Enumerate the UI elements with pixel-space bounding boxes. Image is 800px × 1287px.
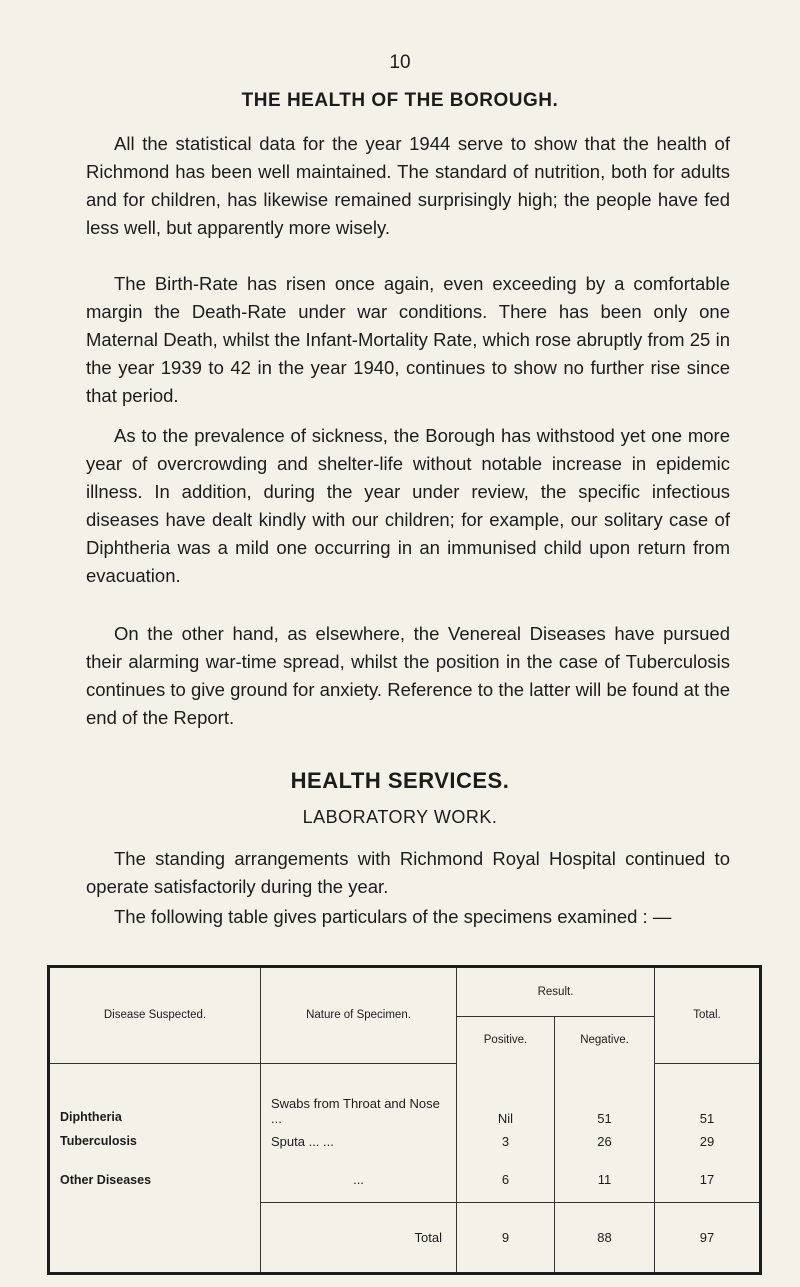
specimens-table (47, 965, 762, 1275)
paragraph-2: The Birth-Rate has risen once again, even exceeding by a comfortable margin the Death-Rate under war conditions. There has been only one Maternal Death, whilst the Infant-Mortality Rate, which rose abruptly from 25 in the year 1939 to 42 in the year 1940, continues to show no further rise since that period. (86, 273, 730, 406)
totals-row (49, 1203, 761, 1274)
cell-disease: Tuberculosis (60, 1134, 137, 1149)
header-total: Total. (655, 967, 761, 1064)
cell-disease: Other Diseases (60, 1172, 152, 1187)
paragraph-4: On the other hand, as elsewhere, the Venereal Diseases have pursued their alarming war-time spread, whilst the position in the case of Tuberculosis continues to give ground for anxiety. Reference to the latter will be found at the end of the Report. (86, 623, 730, 728)
cell-positive: Nil (457, 1063, 555, 1126)
sub-heading: LABORATORY WORK. (302, 807, 498, 827)
cell-specimen: Sputa ... ... (261, 1126, 457, 1156)
cell-negative: 26 (555, 1126, 655, 1156)
cell-positive: 3 (457, 1126, 555, 1156)
table-row (49, 1063, 761, 1126)
cell-specimen: ... (261, 1156, 457, 1202)
lab-paragraph-1: The standing arrangements with Richmond Royal Hospital continued to operate satisfactorily during the year. (86, 848, 730, 897)
cell-disease: Diphtheria (60, 1110, 122, 1125)
section-heading: HEALTH SERVICES. (290, 768, 510, 793)
cell-total-negative: 88 (555, 1203, 655, 1274)
paragraph-3: As to the prevalence of sickness, the Borough has withstood yet one more year of overcrowding and shelter-life without notable increase in epidemic illness. In addition, during the year under review, the specific infectious diseases have dealt kindly with our children; for example, our solitary case of Diphtheria was a mild one occurring in an immunised child upon return from evacuation. (86, 425, 730, 586)
header-negative: Negative. (555, 1017, 655, 1063)
cell-grand-total: 97 (655, 1203, 761, 1274)
cell-total: 51 (655, 1063, 761, 1126)
page-number: 10 (389, 52, 411, 73)
header-result: Result. (457, 967, 655, 1017)
cell-specimen: Swabs from Throat and Nose ... (261, 1063, 457, 1126)
header-disease: Disease Suspected. (49, 967, 261, 1064)
table-row (49, 1156, 761, 1202)
page-heading: THE HEALTH OF THE BOROUGH. (241, 90, 559, 111)
cell-total: 17 (655, 1156, 761, 1202)
header-positive: Positive. (457, 1017, 555, 1063)
cell-negative: 51 (555, 1063, 655, 1126)
cell-positive: 6 (457, 1156, 555, 1202)
header-specimen: Nature of Specimen. (261, 967, 457, 1064)
cell-negative: 11 (555, 1156, 655, 1202)
lab-paragraph-2: The following table gives particulars of the specimens examined : — (114, 906, 672, 927)
cell-total: 29 (655, 1126, 761, 1156)
cell-total-positive: 9 (457, 1203, 555, 1274)
paragraph-1: All the statistical data for the year 1944 serve to show that the health of Richmond has been well maintained. The standard of nutrition, both for adults and for children, has likewise remained surprisingly high; the people have fed less well, but apparently more wisely. (86, 133, 730, 238)
cell-total-label: Total (261, 1203, 457, 1274)
table-row (49, 1126, 761, 1156)
